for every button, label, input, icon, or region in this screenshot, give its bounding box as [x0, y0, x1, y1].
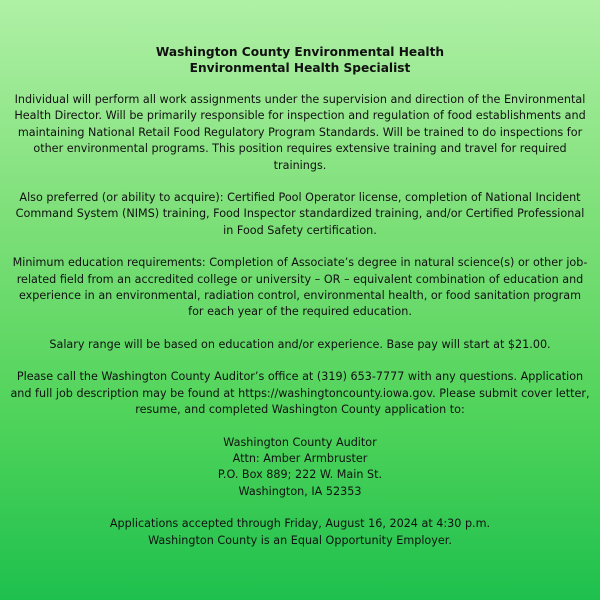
- contact-paragraph: Please call the Washington County Auditor’s office at (319) 653-7777 with any questions. Application and full job description may be found at https://washingtoncounty.iowa.gov. Please submit cover letter, resume, and completed Washington County application to:: [10, 370, 590, 417]
- address-line-street: P.O. Box 889; 222 W. Main St.: [217, 468, 383, 482]
- header-org-title: Washington County Environmental Health: [155, 45, 445, 59]
- address-line-attention: Attn: Amber Armbruster: [232, 451, 368, 465]
- mailing-address: [10, 435, 590, 501]
- equal-opportunity-statement: Washington County is an Equal Opportunity Employer.: [148, 533, 452, 547]
- education-requirements-paragraph: Minimum education requirements: Completion of Associate’s degree in natural science(s) or other job-related field from an accredited college or university – OR – equivalent combination of education and experience in an environmental, radiation control, environmental health, or food sanitation program for each year of the required education.: [12, 256, 588, 319]
- header-position-title: Environmental Health Specialist: [189, 61, 411, 75]
- address-line-recipient: Washington County Auditor: [223, 435, 377, 449]
- duties-paragraph: Individual will perform all work assignments under the supervision and direction of the Environmental Health Director. Will be primarily responsible for inspection and regulation of food establishments and maintaining National Retail Food Regulatory Program Standards. Will be trained to do inspections for other environmental programs. This position requires extensive training and travel for required trainings.: [14, 93, 586, 172]
- address-line-city: Washington, IA 52353: [238, 484, 362, 498]
- salary-paragraph: Salary range will be based on education and/or experience. Base pay will start at $21.00.: [49, 337, 551, 351]
- application-deadline: Applications accepted through Friday, August 16, 2024 at 4:30 p.m.: [109, 517, 491, 531]
- preferred-qualifications-paragraph: Also preferred (or ability to acquire): Certified Pool Operator license, completion of National Incident Command System (NIMS) training, Food Inspector standardized training, and/or Certified Professional in Food Safety certification.: [15, 191, 585, 237]
